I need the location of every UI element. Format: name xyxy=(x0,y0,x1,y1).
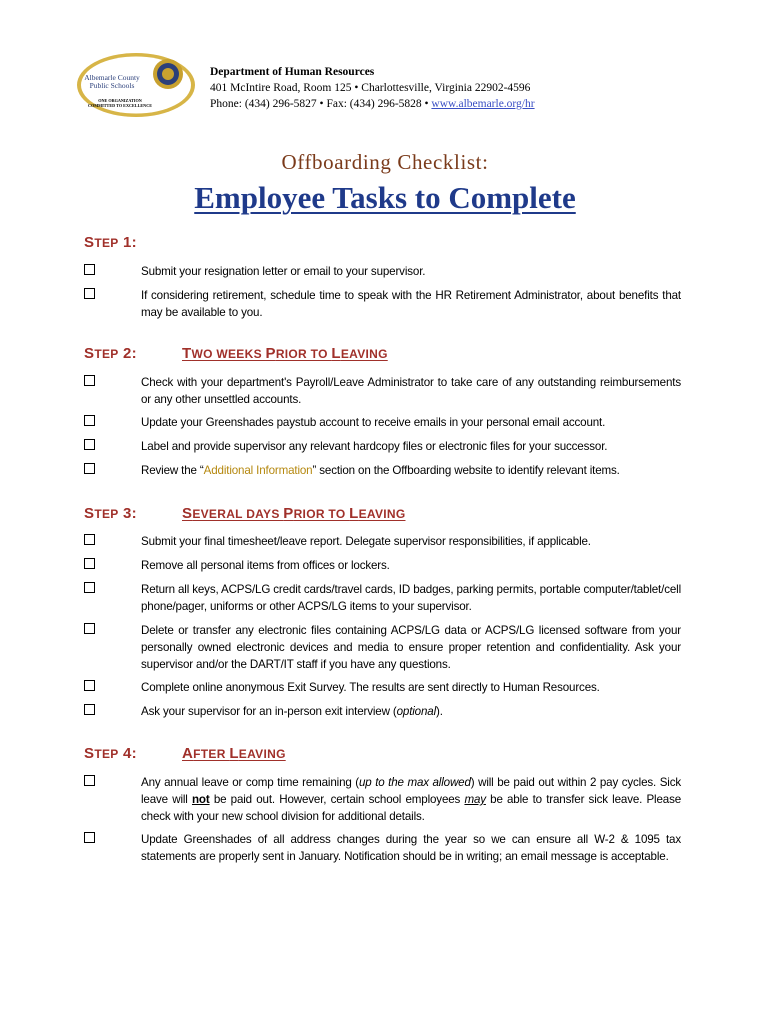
checkbox[interactable] xyxy=(84,582,95,593)
checkbox[interactable] xyxy=(84,375,95,386)
item-text: Ask your supervisor for an in-person exit interview (optional). xyxy=(141,705,443,718)
item-text: Delete or transfer any electronic files containing ACPS/LG data or ACPS/LG licensed software from your personally owned electronic devices and media to ensure proper retention and confidentiality. Ask your supervisor and/or the DART/IT staff if you have any questions. xyxy=(141,624,681,671)
item-text: Label and provide supervisor any relevant hardcopy files or electronic files for your successor. xyxy=(141,440,608,453)
checkbox[interactable] xyxy=(84,415,95,426)
department-name: Department of Human Resources xyxy=(210,66,375,78)
checkbox[interactable] xyxy=(84,704,95,715)
website-link[interactable]: www.albemarle.org/hr xyxy=(431,98,535,110)
item-text: Update your Greenshades paystub account to receive emails in your personal email account. xyxy=(141,416,606,429)
checkbox[interactable] xyxy=(84,264,95,275)
checklist-subtitle: Offboarding Checklist: xyxy=(281,150,489,174)
department-contact xyxy=(210,96,535,112)
checkbox[interactable] xyxy=(84,558,95,569)
item-text: Update Greenshades of all address changes during the year so we can ensure all W-2 & 1095 tax statements are properly sent in January. Notification should be in writing; an email message is acceptable. xyxy=(141,833,681,863)
checkbox[interactable] xyxy=(84,288,95,299)
department-info xyxy=(210,64,535,112)
checkbox[interactable] xyxy=(84,775,95,786)
item-text: Complete online anonymous Exit Survey. The results are sent directly to Human Resources. xyxy=(141,681,600,694)
additional-information-link[interactable]: Additional Information xyxy=(203,464,313,477)
logo-line2: Public Schools xyxy=(89,81,135,90)
item-text: Any annual leave or comp time remaining (up to the max allowed) will be paid out within 2 pay cycles. Sick leave will not be paid out. However, certain school employees may be able to transfer sick leave. Please check with your new school division for additional details. xyxy=(141,776,682,823)
step-4-description: AFTER LEAVING xyxy=(182,745,286,762)
logo-motto2: COMMITTED TO EXCELLENCE xyxy=(87,103,153,108)
item-text: If considering retirement, schedule time to speak with the HR Retirement Administrator, about benefits that may be available to you. xyxy=(141,289,681,319)
step-2-heading: STEP 2: TWO WEEKS PRIOR TO LEAVING xyxy=(84,345,388,362)
item-text: Submit your final timesheet/leave report. Delegate supervisor responsibilities, if applicable. xyxy=(141,535,591,548)
checkbox[interactable] xyxy=(84,463,95,474)
checkbox[interactable] xyxy=(84,623,95,634)
phone-fax: Phone: (434) 296-5827 • Fax: (434) 296-5828 • xyxy=(210,98,432,110)
step-2-description: TWO WEEKS PRIOR TO LEAVING xyxy=(182,345,388,362)
item-text: Return all keys, ACPS/LG credit cards/travel cards, ID badges, parking permits, portable computer/tablet/cell phone/pager, uniforms or other ACPS/LG items to your supervisor. xyxy=(141,583,681,613)
page-title: Employee Tasks to Complete xyxy=(194,180,576,215)
logo-motto1: ONE ORGANIZATION xyxy=(98,98,142,103)
logo-line1: Albemarle County xyxy=(84,73,140,82)
albemarle-logo xyxy=(76,52,196,118)
checkbox[interactable] xyxy=(84,439,95,450)
checkbox[interactable] xyxy=(84,832,95,843)
checkbox[interactable] xyxy=(84,534,95,545)
item-text: Review the “Additional Information” section on the Offboarding website to identify relevant items. xyxy=(141,464,620,477)
department-address: 401 McIntire Road, Room 125 • Charlottesville, Virginia 22902-4596 xyxy=(210,82,531,94)
item-text: Check with your department's Payroll/Leave Administrator to take care of any outstanding reimbursements or any other unsettled accounts. xyxy=(141,376,681,406)
item-text: Submit your resignation letter or email to your supervisor. xyxy=(141,265,426,278)
step-3-description: SEVERAL DAYS PRIOR TO LEAVING xyxy=(182,505,406,522)
item-text: Remove all personal items from offices or lockers. xyxy=(141,559,390,572)
checkbox[interactable] xyxy=(84,680,95,691)
step-4-heading: STEP 4: AFTER LEAVING xyxy=(84,745,286,762)
step-3-heading: STEP 3: SEVERAL DAYS PRIOR TO LEAVING xyxy=(84,505,406,522)
step-1-heading: STEP 1: xyxy=(84,234,137,251)
